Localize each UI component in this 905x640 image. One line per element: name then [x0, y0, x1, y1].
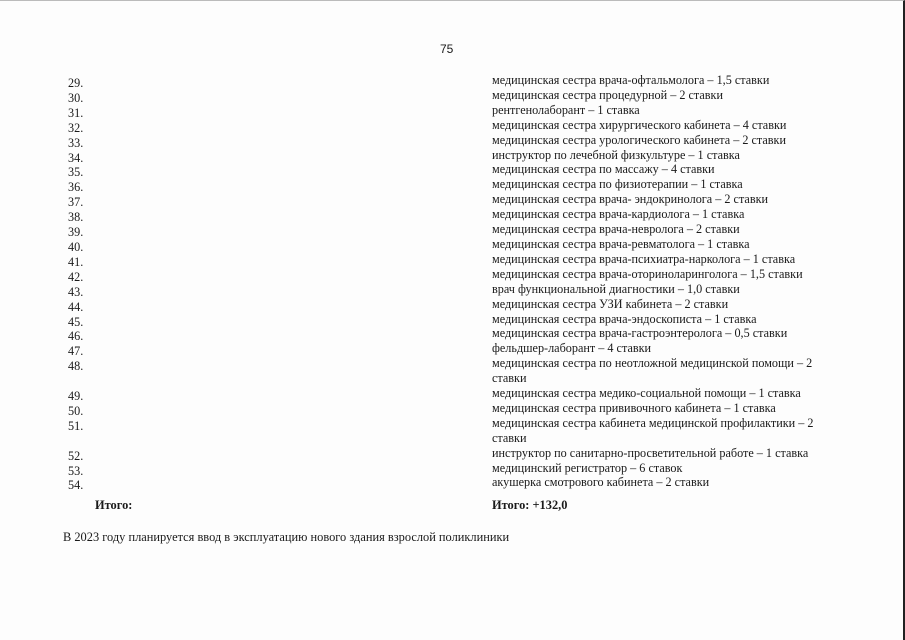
- item-text: медицинская сестра врача-гастроэнтеролога – 0,5 ставки: [492, 326, 788, 341]
- totals-value: Итого: +132,0: [492, 498, 568, 512]
- list-item: [0, 461, 905, 476]
- staff-list: [0, 73, 905, 493]
- item-number: 53.: [68, 463, 84, 478]
- item-number: 48.: [68, 359, 84, 374]
- list-item: [0, 267, 905, 282]
- list-item: [0, 282, 905, 297]
- footer-note: В 2023 году планируется ввод в эксплуатацию нового здания взрослой поликлиники: [63, 530, 510, 544]
- list-item: [0, 401, 905, 416]
- item-text: медицинская сестра врача-ревматолога – 1 ставка: [492, 236, 750, 251]
- totals-label: Итого:: [95, 498, 133, 512]
- item-number: 31.: [68, 105, 84, 120]
- list-item: [0, 207, 905, 225]
- list-item: [0, 133, 905, 148]
- item-text: акушерка смотрового кабинета – 2 ставки: [492, 475, 710, 490]
- item-number: 34.: [68, 150, 84, 165]
- list-item: [0, 192, 905, 210]
- item-text: медицинская сестра врача-психиатра-нарколога – 1 ставка: [492, 251, 796, 266]
- item-number: 50.: [68, 403, 84, 418]
- item-text: врач функциональной диагностики – 1,0 ставки: [492, 281, 740, 296]
- list-item: [0, 118, 905, 133]
- item-text: медицинская сестра медико-социальной помощи – 1 ставка: [492, 386, 801, 401]
- item-text: медицинская сестра по физиотерапии – 1 ставка: [492, 177, 743, 192]
- list-item: [0, 148, 905, 163]
- list-item: [0, 222, 905, 240]
- item-text: медицинская сестра врача-кардиолога – 1 ставка: [492, 207, 745, 222]
- item-text: медицинская сестра врача- эндокринолога – 2 ставки: [492, 192, 769, 207]
- item-number: 33.: [68, 135, 84, 150]
- item-number: 41.: [68, 254, 84, 269]
- item-number: 46.: [68, 329, 84, 344]
- list-item: [0, 103, 905, 118]
- item-number: 52.: [68, 448, 84, 463]
- item-text: медицинская сестра кабинета медицинской профилактики – 2 ставки: [492, 415, 814, 445]
- page-number: 75: [440, 42, 454, 56]
- item-text: медицинская сестра процедурной – 2 ставки: [492, 87, 723, 102]
- list-item: [0, 252, 905, 267]
- list-item: [0, 73, 905, 88]
- item-text: медицинская сестра прививочного кабинета – 1 ставка: [492, 400, 776, 415]
- item-number: 37.: [68, 195, 84, 210]
- item-text: инструктор по лечебной физкультуре – 1 ставка: [492, 147, 740, 162]
- list-item: [0, 237, 905, 252]
- item-number: 42.: [68, 269, 84, 284]
- item-number: 49.: [68, 389, 84, 404]
- item-number: 35.: [68, 165, 84, 180]
- item-number: 40.: [68, 239, 84, 254]
- item-text: медицинская сестра УЗИ кабинета – 2 ставки: [492, 296, 729, 311]
- item-number: 51.: [68, 418, 84, 433]
- list-item: [0, 416, 905, 446]
- list-item: [0, 341, 905, 359]
- list-item: [0, 326, 905, 344]
- list-item: [0, 386, 905, 404]
- list-item: [0, 475, 905, 493]
- item-text: медицинская сестра урологического кабинета – 2 ставки: [492, 132, 786, 147]
- item-text: фельдшер-лаборант – 4 ставки: [492, 341, 652, 356]
- item-number: 44.: [68, 299, 84, 314]
- item-text: медицинская сестра хирургического кабинета – 4 ставки: [492, 117, 787, 132]
- list-item: [0, 88, 905, 103]
- list-item: [0, 312, 905, 327]
- item-number: 36.: [68, 180, 84, 195]
- item-number: 32.: [68, 120, 84, 135]
- list-item: [0, 162, 905, 180]
- item-number: 43.: [68, 284, 84, 299]
- item-text: медицинская сестра врача-офтальмолога – 1,5 ставки: [492, 73, 770, 87]
- item-text: медицинский регистратор – 6 ставок: [492, 460, 683, 475]
- item-number: 39.: [68, 225, 84, 240]
- item-text: медицинская сестра врача-невролога – 2 ставки: [492, 222, 740, 237]
- item-text: инструктор по санитарно-просветительной работе – 1 ставка: [492, 445, 809, 460]
- item-number: 30.: [68, 90, 84, 105]
- list-item: [0, 297, 905, 312]
- item-text: медицинская сестра по неотложной медицинской помощи – 2 ставки: [492, 356, 813, 386]
- item-number: 45.: [68, 314, 84, 329]
- item-number: 38.: [68, 210, 84, 225]
- item-number: 29.: [68, 76, 84, 90]
- item-text: медицинская сестра врача-эндоскописта – 1 ставка: [492, 311, 757, 326]
- item-text: медицинская сестра врача-оториноларинголога – 1,5 ставки: [492, 266, 803, 281]
- list-item: [0, 446, 905, 461]
- list-item: [0, 356, 905, 386]
- item-number: 54.: [68, 478, 84, 493]
- item-number: 47.: [68, 344, 84, 359]
- list-item: [0, 177, 905, 195]
- item-text: медицинская сестра по массажу – 4 ставки: [492, 162, 715, 177]
- item-text: рентгенолаборант – 1 ставка: [492, 102, 640, 117]
